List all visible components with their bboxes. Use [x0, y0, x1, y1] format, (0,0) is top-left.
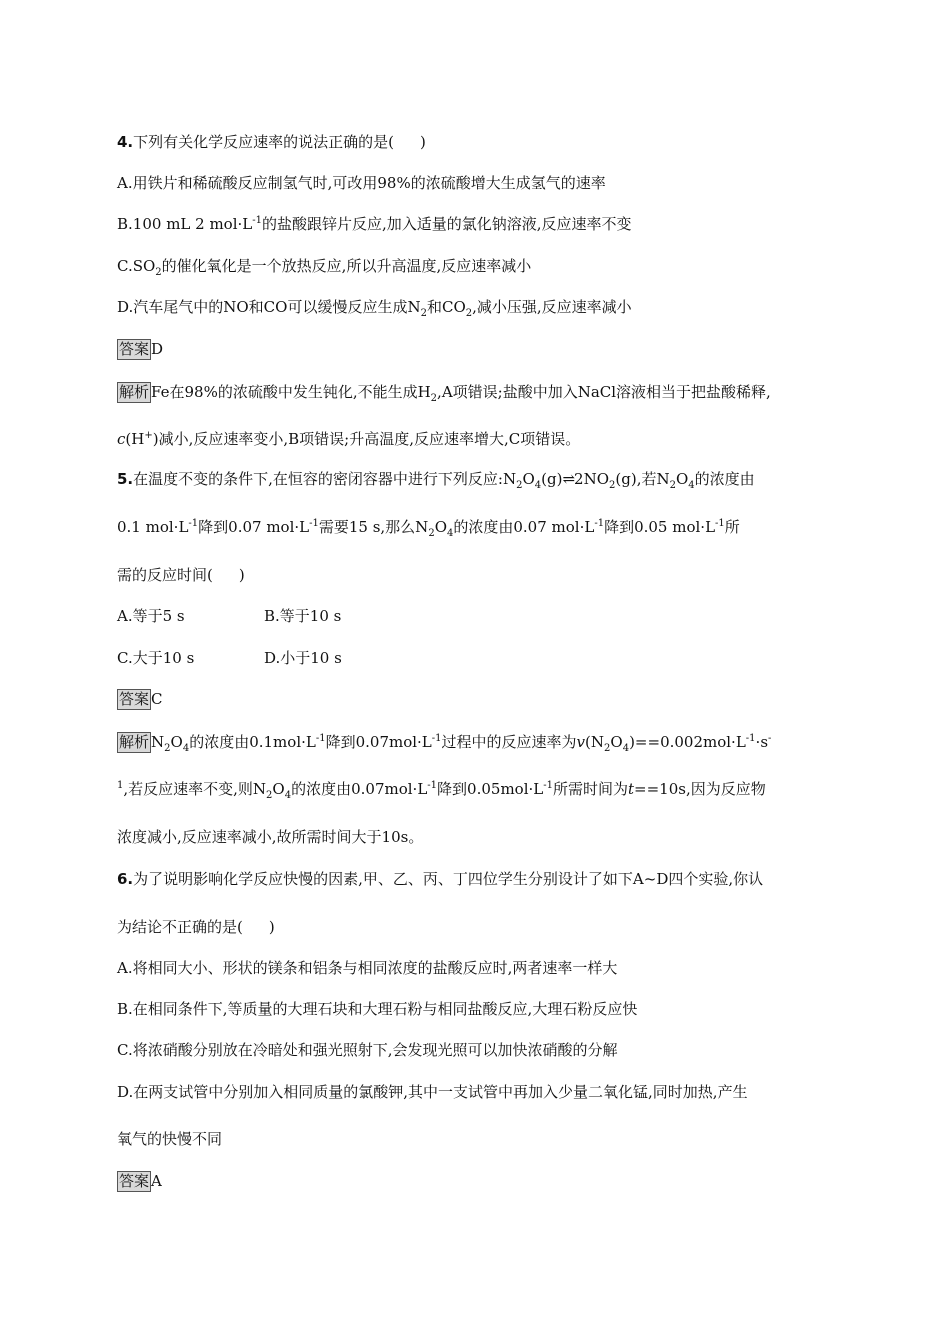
q4-option-a: A.用铁片和稀硫酸反应制氢气时,可改用98%的浓硫酸增大生成氢气的速率 — [117, 174, 606, 192]
q5-stem-line-1: 5.在温度不变的条件下,在恒容的密闭容器中进行下列反应$:N_2O_4(g)\rightleftharpoons 2NO_2(g)$,若$N_2O_4$的浓度由 — [117, 470, 755, 491]
q5-answer — [117, 688, 163, 710]
q5-options-row-1 — [117, 605, 185, 627]
answer-label: 答案 — [119, 1172, 150, 1190]
answer-label: 答案 — [119, 340, 150, 358]
q4-analysis-line-2: c(H+)减小,反应速率变小,B项错误;升高温度,反应速率增大,C项错误。 — [117, 430, 581, 448]
answer-value: A — [151, 1172, 162, 1190]
q6-option-d-line-2: 氧气的快慢不同 — [117, 1130, 223, 1148]
analysis-label: 解析 — [119, 383, 150, 401]
q5-analysis-line-3: 浓度减小,反应速率减小,故所需时间大于10s。 — [117, 828, 424, 846]
q4-analysis-line-1: 解析 Fe在98%的浓硫酸中发生钝化,不能生成$H_2,A$项错误;盐酸中加入NaCl溶液相当于把盐酸稀释, — [119, 383, 771, 404]
q4-stem: 4.下列有关化学反应速率的说法正确的是( ) — [117, 133, 426, 151]
q5-stem-line-3: 需的反应时间( ) — [117, 566, 245, 584]
q5-options-row-2 — [117, 647, 194, 669]
q5-option-a: A.等于5 s — [117, 607, 185, 625]
q6-option-d-line-1: D.在两支试管中分别加入相同质量的氯酸钾,其中一支试管中再加入少量二氧化锰,同时加热,产生 — [117, 1083, 748, 1101]
q4-option-d: D.汽车尾气中的NO和CO可以缓慢反应生成$N_2$和$CO_2$,减小压强,反应速率减小 — [117, 298, 632, 319]
q4-answer — [117, 338, 163, 360]
equilibrium-arrow: ⇌ — [562, 470, 575, 488]
answer-value: D — [151, 340, 164, 358]
q6-number: 6. — [117, 870, 134, 888]
q5-analysis-line-1: 解析 $N_2O_4$的浓度由$0.1mol\cdot L^{-1}$降到$0.07mol\cdot L^{-1}$过程中的反应速率为$v(N_2O_4)==0.002mol\cdot L^{-1}\cdot s^-$ — [119, 733, 772, 754]
analysis-label: 解析 — [119, 733, 150, 751]
q4-number: 4. — [117, 133, 134, 151]
q4-option-c: $C.SO_2$的催化氧化是一个放热反应,所以升高温度,反应速率减小 — [117, 257, 532, 278]
q6-option-b: B.在相同条件下,等质量的大理石块和大理石粉与相同盐酸反应,大理石粉反应快 — [117, 1000, 638, 1018]
q5-option-c: C.大于10 s — [117, 649, 195, 667]
q6-stem-line-1: 6.为了说明影响化学反应快慢的因素,甲、乙、丙、丁四位学生分别设计了如下A~D四个实验,你认 — [117, 870, 764, 888]
q5-number: 5. — [117, 470, 134, 488]
q5-option-d: D.小于10 s — [264, 649, 342, 667]
q6-stem-line-2: 为结论不正确的是( ) — [117, 918, 275, 936]
q6-option-c: C.将浓硝酸分别放在冷暗处和强光照射下,会发现光照可以加快浓硝酸的分解 — [117, 1041, 618, 1059]
q5-stem-line-2: 0.1 $mol\cdot L^{-1}$降到0.07 $mol\cdot L^{-1}$需要15 s,那么$N_2O_4$的浓度由0.07 $mol\cdot L^{-1}$降到0.05 $mol\cdot L^{-1}$所 — [117, 518, 740, 539]
q6-option-a: A.将相同大小、形状的镁条和铝条与相同浓度的盐酸反应时,两者速率一样大 — [117, 959, 618, 977]
answer-label: 答案 — [119, 690, 150, 708]
answer-value: C — [151, 690, 163, 708]
q6-answer — [117, 1170, 162, 1192]
q5-option-b: B.等于10 s — [264, 607, 342, 625]
q5-analysis-line-2: $^1$,若反应速率不变,则$N_2O_4$的浓度由$0.07mol\cdot L^{-1}$降到$0.05mol\cdot L^{-1}$所需时间为t==10s,因为反应物 — [117, 780, 766, 801]
q4-option-b: B.100 mL 2 $mol\cdot L^{-1}$的盐酸跟锌片反应,加入适量的氯化钠溶液,反应速率不变 — [117, 215, 632, 233]
